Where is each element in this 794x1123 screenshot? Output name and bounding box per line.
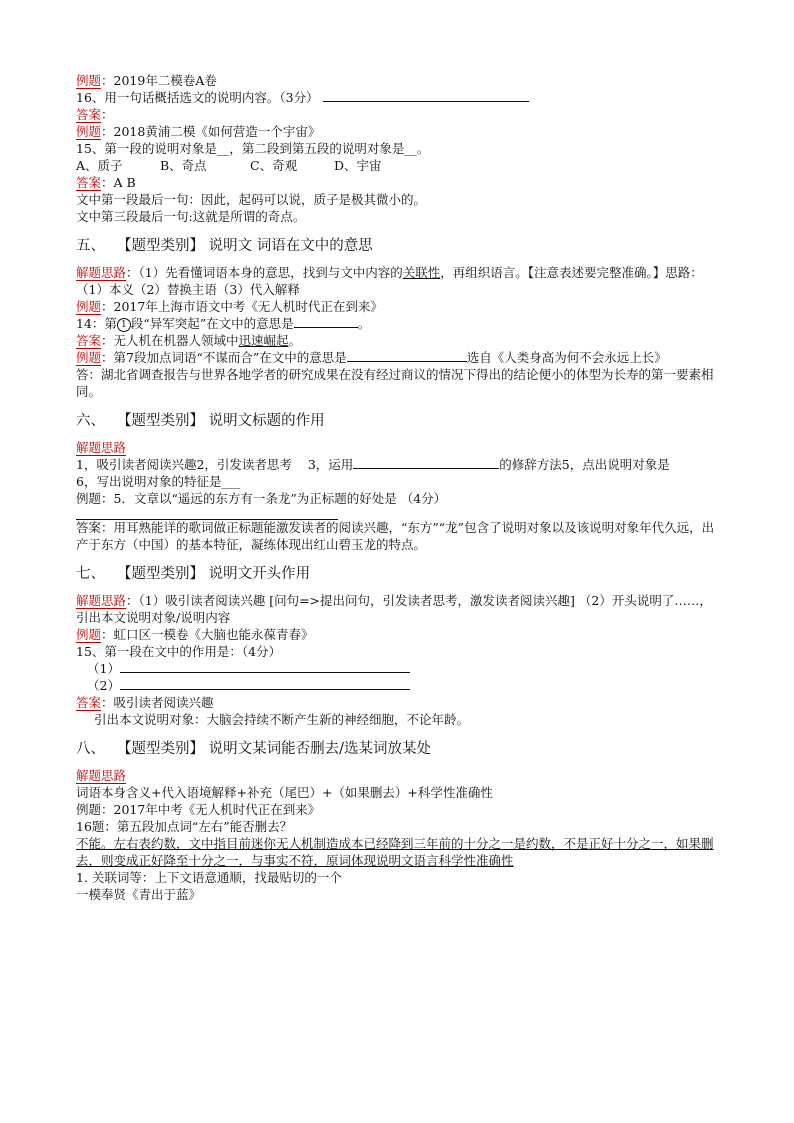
answer-detail-2: 文中第三段最后一句:这就是所谓的奇点。 — [76, 209, 306, 224]
answer-label: 答案 — [76, 333, 102, 348]
answer-label: 答案 — [76, 695, 102, 710]
answer-blank — [120, 677, 410, 690]
circled-number: 1 — [117, 318, 131, 332]
example-line: 例题：5．文章以“遥远的东方有一条龙”为正标题的好处是 （4分） — [76, 491, 447, 506]
example-line: 例题：2018黄浦二模《如何营造一个宇宙》 — [76, 124, 321, 139]
answer-paragraph: 不能。左右表约数，文中指目前迷你无人机制造成本已经降到三年前的十分之一是约数，不是正好十分之一，如果删去，则变成正好降至十分之一，与事实不符，原词体现说明文语言科学性准确性 — [76, 836, 714, 868]
example-line: 例题：虹口区一模卷《大脑也能永葆青春》 — [76, 627, 314, 642]
section-heading-6: 六、 【题型类别】 说明文标题的作用 — [76, 413, 325, 429]
question-16: 16题：第五段加点词“左右”能否删去？ — [76, 819, 293, 834]
example-label: 例题 — [76, 350, 102, 365]
blank-line — [76, 507, 722, 519]
question-14: 14：第 1 段“异军突起”在文中的意思是 。 — [76, 316, 371, 331]
example-line: 例题：2017年中考《无人机时代正在到来》 — [76, 802, 321, 817]
answer-blank — [353, 456, 499, 469]
method-item-1: 1，吸引读者阅读兴趣2，引发读者思考 3，运用 的修辞方法5，点出说明对象是 — [76, 457, 670, 472]
answer-line: 答案：无人机在机器人领域中迅速崛起。 — [76, 333, 302, 348]
section-heading-5: 五、 【题型类别】 说明文 词语在文中的意思 — [76, 238, 373, 254]
question-15: 15、第一段的说明对象是__，第二段到第五段的说明对象是__。 — [76, 141, 430, 156]
answer-blank — [120, 660, 410, 673]
answer-line: 答案：吸引读者阅读兴趣 — [76, 695, 214, 710]
method-label: 解题思路 — [76, 265, 127, 280]
list-item: 一模奉贤《青出于蓝》 — [76, 887, 202, 902]
document-page — [76, 72, 722, 903]
method-line — [76, 439, 722, 456]
blank-line-2: （2） — [76, 677, 722, 694]
answer-line: 答案： — [76, 107, 114, 122]
example-line: 例题：2019年二模卷A卷 — [76, 73, 217, 88]
method-item-2: 6，写出说明对象的特征是___ — [76, 474, 241, 489]
question-16: 16、用一句话概括选文的说明内容。（3分） — [76, 89, 722, 106]
example-label: 例题 — [76, 73, 102, 88]
method-label: 解题思路 — [76, 593, 127, 608]
example-line: 例题：第7段加点词语“不谋而合”在文中的意思是 选自《人类身高为何不会永远上长》 — [76, 350, 667, 365]
answer-detail-1: 文中第一段最后一句：因此，起码可以说，质子是极其微小的。 — [76, 192, 427, 207]
options-line: A、质子 B、奇点 C、奇观 D、宇宙 — [76, 158, 382, 173]
method-line — [76, 767, 722, 784]
blank-line-1: （1） — [76, 660, 722, 677]
example-label: 例题 — [76, 627, 102, 642]
section-heading-8: 八、 【题型类别】 说明文某词能否删去/选某词放某处 — [76, 741, 431, 757]
answer-label: 答案 — [76, 175, 102, 190]
answer-blank — [323, 89, 529, 102]
answer-blank — [294, 315, 358, 328]
formula-line: 词语本身含义+代入语境解释+补充（尾巴）+（如果删去）+科学性准确性 — [76, 785, 493, 800]
example-label: 例题 — [76, 124, 102, 139]
section-heading-7: 七、 【题型类别】 说明文开头作用 — [76, 566, 311, 582]
method-label: 解题思路 — [76, 768, 127, 783]
answer-label: 答案 — [76, 107, 102, 122]
question-15: 15、第一段在文中的作用是：（4分） — [76, 644, 282, 659]
example-line: 例题：2017年上海市语文中考《无人机时代正在到来》 — [76, 299, 383, 314]
method-paragraph: 解题思路：（1）先看懂词语本身的意思，找到与文中内容的关联性，再组织语言。【注意表述要完整准确。】思路：（1）本义（2）替换主语（3）代入解释 — [76, 265, 703, 297]
method-paragraph: 解题思路：（1）吸引读者阅读兴趣 [问句=>提出问句，引发读者思考，激发读者阅读兴趣] （2）开头说明了……，引出本文说明对象/说明内容 — [76, 593, 712, 625]
answer-paragraph: 答案：用耳熟能详的歌词做正标题能激发读者的阅读兴趣，“东方”“龙”包含了说明对象以及该说明对象年代久远，出产于东方（中国）的基本特征，凝练体现出红山碧玉龙的特点。 — [76, 520, 715, 552]
list-item: 1. 关联词等：上下文语意通顺，找最贴切的一个 — [76, 870, 342, 885]
answer-line: 答案：A B — [76, 175, 136, 190]
answer-paragraph: 答：湖北省调查报告与世界各地学者的研究成果在没有经过商议的情况下得出的结论便小的体型为长寿的第一要素相同。 — [76, 367, 714, 399]
method-label: 解题思路 — [76, 440, 127, 455]
answer-detail: 引出本文说明对象：大脑会持续不断产生新的神经细胞，不论年龄。 — [94, 712, 470, 727]
answer-blank — [347, 349, 467, 362]
